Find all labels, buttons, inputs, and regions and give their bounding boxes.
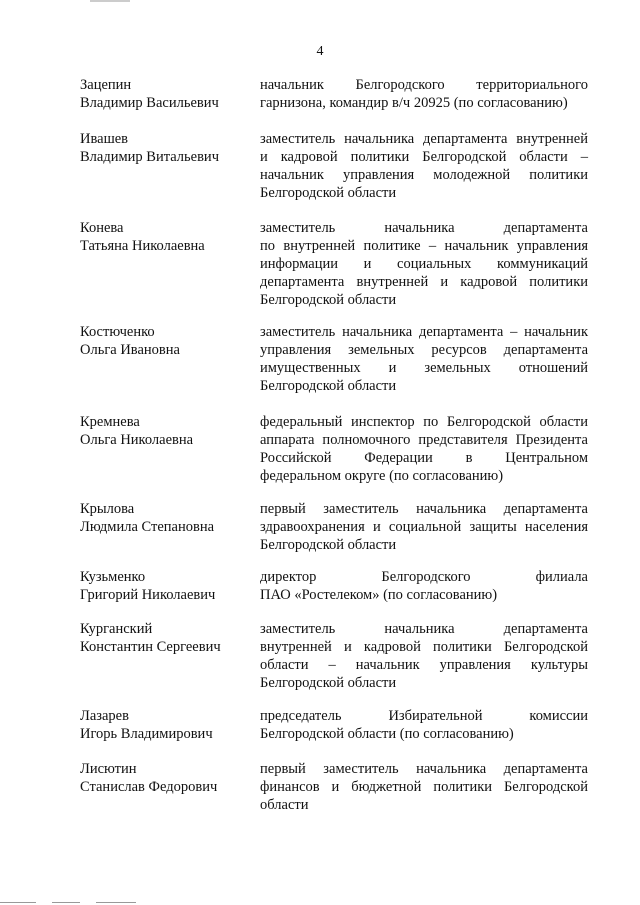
member-position-line: директор Белгородского филиала: [260, 569, 588, 585]
member-position-line: первый заместитель начальника департамента: [260, 501, 588, 517]
member-given-names: Татьяна Николаевна: [80, 238, 205, 254]
member-position-line: заместитель начальника департамента внутренней: [260, 131, 588, 147]
member-position-line: Белгородской области: [260, 185, 397, 201]
member-name: [80, 130, 260, 166]
member-position-line: председатель Избирательной комиссии: [260, 708, 588, 724]
member-surname: Конева: [80, 220, 124, 236]
member-position-line: гарнизона, командир в/ч 20925 (по согласованию): [260, 95, 568, 111]
member-position-line: аппарата полномочного представителя Президента: [260, 432, 588, 448]
member-position: [260, 707, 588, 743]
member-position-line: департамента внутренней и кадровой политики: [260, 274, 588, 290]
page-number: 4: [316, 44, 324, 59]
member-given-names: Григорий Николаевич: [80, 587, 216, 603]
member-position-line: Белгородской области (по согласованию): [260, 726, 514, 742]
member-given-names: Людмила Степановна: [80, 519, 215, 535]
member-given-names: Ольга Николаевна: [80, 432, 194, 448]
member-name: [80, 760, 260, 796]
member-position-line: заместитель начальника департамента: [260, 220, 588, 236]
scan-artifact-bottom-1: [0, 902, 36, 903]
member-surname: Ивашев: [80, 131, 129, 147]
member-given-names: Игорь Владимирович: [80, 726, 213, 742]
member-surname: Зацепин: [80, 77, 132, 93]
member-name: [80, 568, 260, 604]
member-position-line: информации и социальных коммуникаций: [260, 256, 588, 272]
member-position-line: области – начальник управления культуры: [260, 657, 588, 673]
member-name: [80, 707, 260, 743]
member-position-line: Белгородской области: [260, 378, 397, 394]
member-position: [260, 323, 588, 395]
member-position-line: управления земельных ресурсов департамента: [260, 342, 588, 358]
member-name: [80, 323, 260, 359]
member-name: [80, 620, 260, 656]
member-position-line: здравоохранения и социальной защиты населения: [260, 519, 588, 535]
member-name: [80, 500, 260, 536]
member-position: [260, 76, 588, 112]
member-surname: Курганский: [80, 621, 153, 637]
member-position-line: начальник управления молодежной политики: [260, 167, 588, 183]
member-given-names: Ольга Ивановна: [80, 342, 180, 358]
member-position-line: Белгородской области: [260, 537, 397, 553]
member-position-line: заместитель начальника департамента: [260, 621, 588, 637]
member-position-line: заместитель начальника департамента – начальник: [260, 324, 588, 340]
member-given-names: Константин Сергеевич: [80, 639, 221, 655]
member-surname: Лисютин: [80, 761, 137, 777]
member-position: [260, 219, 588, 309]
member-position-line: начальник Белгородского территориального: [260, 77, 588, 93]
member-surname: Кремнева: [80, 414, 140, 430]
member-position-line: по внутренней политике – начальник управления: [260, 238, 588, 254]
scan-artifact-bottom-3: [96, 902, 136, 903]
member-surname: Крылова: [80, 501, 135, 517]
member-position-line: области: [260, 797, 309, 813]
member-name: [80, 219, 260, 255]
member-position-line: федеральный инспектор по Белгородской области: [260, 414, 588, 430]
member-position-line: имущественных и земельных отношений: [260, 360, 588, 376]
member-position-line: федеральном округе (по согласованию): [260, 468, 504, 484]
scan-artifact-bottom-2: [52, 902, 80, 903]
member-surname: Кузьменко: [80, 569, 146, 585]
member-surname: Костюченко: [80, 324, 155, 340]
member-name: [80, 413, 260, 449]
member-given-names: Владимир Васильевич: [80, 95, 219, 111]
member-position: [260, 413, 588, 485]
member-position: [260, 130, 588, 202]
member-position-line: внутренней и кадровой политики Белгородской: [260, 639, 588, 655]
member-position: [260, 568, 588, 604]
member-position-line: Российской Федерации в Центральном: [260, 450, 588, 466]
member-given-names: Станислав Федорович: [80, 779, 218, 795]
member-position-line: ПАО «Ростелеком» (по согласованию): [260, 587, 498, 603]
member-surname: Лазарев: [80, 708, 129, 724]
member-position: [260, 500, 588, 554]
scan-artifact-top: [90, 0, 130, 2]
member-position-line: первый заместитель начальника департамента: [260, 761, 588, 777]
member-name: [80, 76, 260, 112]
member-position-line: финансов и бюджетной политики Белгородской: [260, 779, 588, 795]
member-position-line: Белгородской области: [260, 292, 397, 308]
member-position-line: и кадровой политики Белгородской области –: [260, 149, 588, 165]
member-given-names: Владимир Витальевич: [80, 149, 219, 165]
member-position: [260, 760, 588, 814]
member-position: [260, 620, 588, 692]
member-position-line: Белгородской области: [260, 675, 397, 691]
